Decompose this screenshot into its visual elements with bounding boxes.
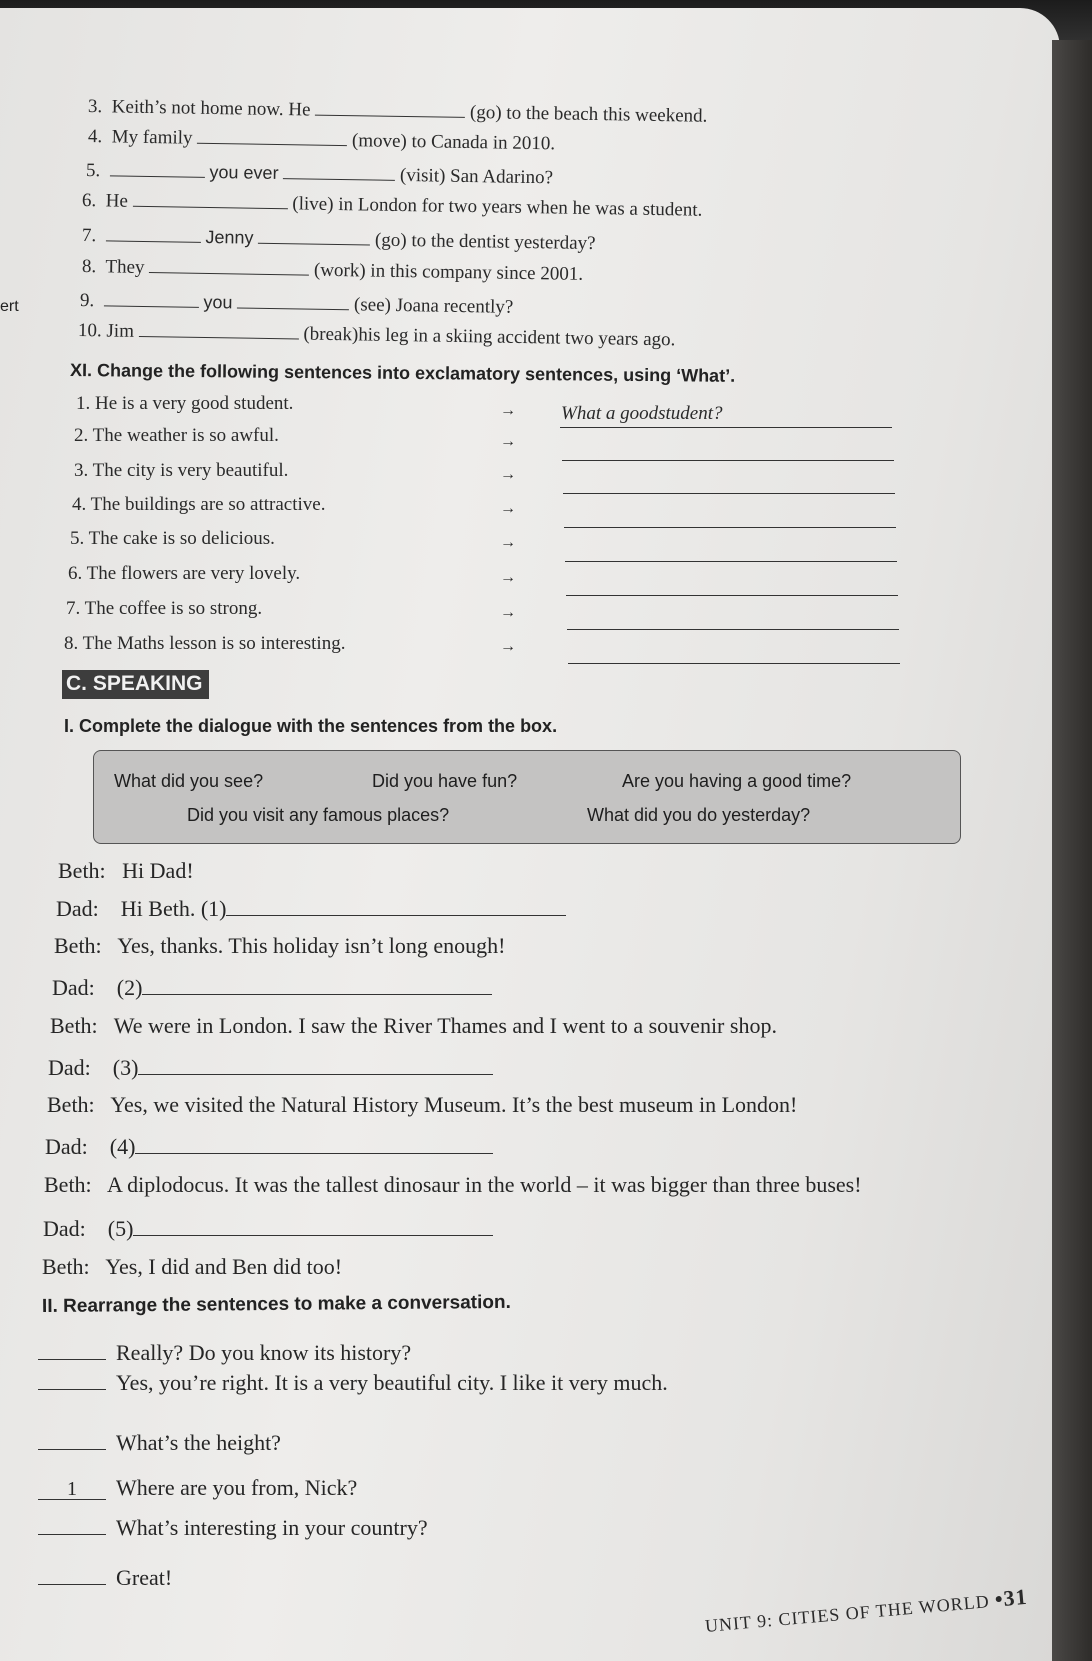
order-blank[interactable] <box>38 1388 106 1390</box>
answer-line[interactable] <box>565 561 897 562</box>
tense-item-6: 6. He (live) in London for two years when he was a student. <box>81 190 703 221</box>
arrow-icon: → <box>500 433 516 450</box>
tense-item-7: 7. Jenny (go) to the dentist yesterday? <box>81 225 596 255</box>
answer-blank[interactable] <box>104 304 199 307</box>
answer-line[interactable] <box>567 629 899 630</box>
answer-line[interactable] <box>564 527 896 528</box>
box-option: Did you visit any famous places? <box>187 805 450 825</box>
answer-blank[interactable] <box>258 242 370 246</box>
exclamatory-item: 4. The buildings are so attractive. <box>72 494 326 515</box>
order-blank[interactable]: 1 <box>38 1479 106 1500</box>
dialogue-line: Dad: (3) <box>48 1055 493 1081</box>
answer-blank[interactable] <box>315 114 465 118</box>
rearrange-item: Great! <box>38 1565 172 1591</box>
tense-item-4: 4. My family (move) to Canada in 2010. <box>87 126 556 155</box>
dialogue-line: Dad: (2) <box>52 975 492 1001</box>
answer-blank[interactable] <box>139 335 299 340</box>
answer-blank[interactable] <box>197 142 347 146</box>
exclamatory-item: 6. The flowers are very lovely. <box>68 563 301 584</box>
page-number: •31 <box>993 1583 1029 1612</box>
answer-blank[interactable] <box>133 1234 493 1236</box>
answer-line[interactable] <box>566 595 898 596</box>
order-blank[interactable] <box>38 1448 106 1450</box>
exclamatory-item: 2. The weather is so awful. <box>74 425 279 446</box>
answer-line[interactable] <box>562 460 894 461</box>
exclamatory-answer: What a goodstudent? <box>561 403 723 424</box>
arrow-icon: → <box>500 534 516 551</box>
answer-blank[interactable] <box>135 1152 493 1154</box>
arrow-icon: → <box>500 466 516 483</box>
tense-item-3: 3. Keith’s not home now. He (go) to the beach this weekend. <box>87 96 708 127</box>
answer-blank[interactable] <box>142 993 492 995</box>
dialogue-line: Dad: Hi Beth. (1) <box>56 896 566 922</box>
answer-blank[interactable] <box>226 914 566 916</box>
order-blank[interactable] <box>38 1533 106 1535</box>
dialogue-heading: I. Complete the dialogue with the sentences from the box. <box>64 716 558 736</box>
arrow-icon: → <box>500 500 516 517</box>
tense-item-10: 10. Jim (break)his leg in a skiing accident two years ago. <box>77 320 676 351</box>
tense-item-8: 8. They (work) in this company since 2001. <box>81 256 584 285</box>
arrow-icon: → <box>500 604 516 621</box>
rearrange-item: Yes, you’re right. It is a very beautiful city. I like it very much. <box>38 1370 668 1396</box>
answer-line[interactable] <box>563 493 895 494</box>
box-option: Did you have fun? <box>372 771 518 791</box>
speaking-section-label: C. SPEAKING <box>62 670 209 699</box>
answer-blank[interactable] <box>283 177 395 181</box>
exclamatory-item: 8. The Maths lesson is so interesting. <box>64 633 346 654</box>
page-shadow <box>1052 40 1092 1661</box>
dialogue-line: Beth: Hi Dad! <box>58 858 194 883</box>
order-blank[interactable] <box>38 1583 106 1585</box>
rearrange-item: What’s the height? <box>38 1430 281 1456</box>
dialogue-line: Beth: Yes, I did and Ben did too! <box>42 1254 343 1279</box>
dialogue-line: Beth: A diplodocus. It was the tallest dinosaur in the world – it was bigger than three buses! <box>44 1172 862 1197</box>
unit-title: UNIT 9: CITIES OF THE WORLD <box>704 1591 991 1636</box>
rearrange-heading: II. Rearrange the sentences to make a conversation. <box>41 1291 511 1317</box>
arrow-icon: → <box>500 638 516 655</box>
dialogue-line: Beth: Yes, we visited the Natural History Museum. It’s the best museum in London! <box>47 1092 798 1117</box>
answer-blank[interactable] <box>237 306 349 310</box>
order-blank[interactable] <box>38 1358 106 1360</box>
exclamatory-item: 1. He is a very good student. <box>76 393 294 414</box>
rearrange-item: What’s interesting in your country? <box>38 1515 428 1541</box>
box-option: Are you having a good time? <box>622 771 852 791</box>
box-option: What did you do yesterday? <box>587 805 811 825</box>
exclamatory-item: 7. The coffee is so strong. <box>66 598 263 619</box>
answer-line[interactable] <box>568 663 900 664</box>
tense-item-9: 9. you (see) Joana recently? <box>79 290 514 318</box>
answer-blank[interactable] <box>149 271 309 276</box>
arrow-icon: → <box>500 402 516 419</box>
answer-blank[interactable] <box>110 174 205 177</box>
sentence-box <box>93 750 961 844</box>
arrow-icon: → <box>500 569 516 586</box>
rearrange-item: Really? Do you know its history? <box>38 1340 411 1366</box>
answer-blank[interactable] <box>106 239 201 242</box>
exclamatory-item: 5. The cake is so delicious. <box>70 528 275 549</box>
section-xi-heading: XI. Change the following sentences into exclamatory sentences, using ‘What’. <box>69 360 736 386</box>
dialogue-line: Beth: We were in London. I saw the River Thames and I went to a souvenir shop. <box>50 1013 777 1038</box>
answer-blank[interactable] <box>138 1073 493 1075</box>
answer-line[interactable] <box>560 427 892 428</box>
dialogue-line: Beth: Yes, thanks. This holiday isn’t long enough! <box>54 933 506 958</box>
dialogue-line: Dad: (5) <box>43 1216 493 1242</box>
exclamatory-item: 3. The city is very beautiful. <box>74 460 289 481</box>
rearrange-item: 1 Where are you from, Nick? <box>38 1475 357 1501</box>
tense-item-5: 5. you ever (visit) San Adarino? <box>85 160 554 189</box>
dialogue-line: Dad: (4) <box>45 1134 493 1160</box>
box-option: What did you see? <box>114 771 264 791</box>
side-margin-text: ert <box>0 298 19 315</box>
answer-blank[interactable] <box>133 205 288 209</box>
